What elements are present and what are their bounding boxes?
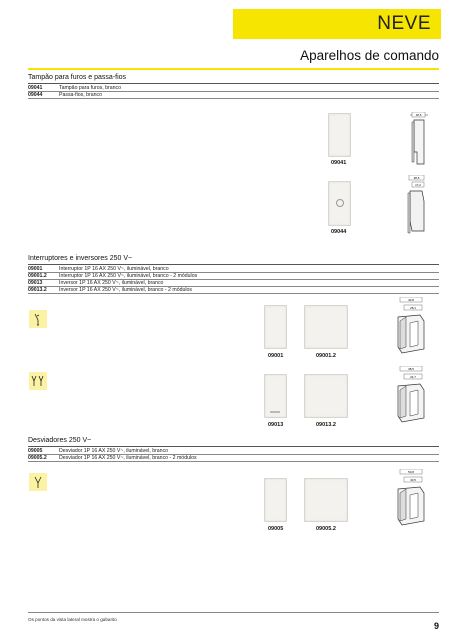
profile-drawing-09044 xyxy=(398,175,434,239)
two-way-switch-symbol-icon xyxy=(29,372,47,390)
product-image-09013-2 xyxy=(304,374,348,418)
table-row: 09041 Tampão para furos, branco xyxy=(28,85,121,91)
product-image-09013 xyxy=(264,374,287,418)
table-row: 09001.2 Interruptor 1P 16 AX 250 V~, iluminável, branco - 2 módulos xyxy=(28,273,198,279)
footer-rule xyxy=(28,612,439,613)
profile-drawing-09001 xyxy=(384,297,436,359)
product-code: 09044 xyxy=(331,229,347,235)
product-code: 09001 xyxy=(268,353,284,359)
product-code: 09013.2 xyxy=(316,422,336,428)
switch-symbol-icon xyxy=(29,310,47,328)
svg-text:24,7: 24,7 xyxy=(410,375,416,379)
product-code: 09013 xyxy=(268,422,284,428)
product-code: 09001.2 xyxy=(316,353,336,359)
diverter-symbol-icon xyxy=(29,473,47,491)
section-rule xyxy=(28,264,439,265)
profile-drawing-09013 xyxy=(384,366,436,428)
product-code: 09005 xyxy=(268,526,284,532)
product-image-09001-2 xyxy=(304,305,348,349)
table-row: 09013.2 Inversor 1P 16 AX 250 V~, iluminável, branco - 2 módulos xyxy=(28,287,192,293)
section-title-blanking: Tampão para furos e passa-fios xyxy=(28,74,127,81)
row-divider xyxy=(28,461,439,462)
page-subtitle: Aparelhos de comando xyxy=(300,48,439,63)
row-divider xyxy=(28,293,439,294)
brand-name: NEVE xyxy=(377,13,431,34)
table-row: 09005 Desviador 1P 16 AX 250 V~, iluminável, branco xyxy=(28,448,169,454)
footer-note: Os pontos da vista lateral mostra o gabarito xyxy=(28,617,117,622)
svg-text:38,5: 38,5 xyxy=(408,367,414,371)
row-divider xyxy=(28,98,439,99)
svg-text:18,5: 18,5 xyxy=(415,113,422,117)
table-row: 09013 Inversor 1P 16 AX 250 V~, iluminável, branco xyxy=(28,280,164,286)
svg-text:17,2: 17,2 xyxy=(415,183,421,187)
table-row: 09005.2 Desviador 1P 16 AX 250 V~, iluminável, branco - 2 módulos xyxy=(28,455,197,461)
svg-text:40,8: 40,8 xyxy=(408,298,414,302)
product-image-09005-2 xyxy=(304,478,348,522)
table-row: 09001 Interruptor 1P 16 AX 250 V~, iluminável, branco xyxy=(28,266,169,272)
brand-bar xyxy=(233,9,441,39)
header-rule xyxy=(28,68,439,70)
product-image-09001 xyxy=(264,305,287,349)
table-row: 09044 Passa-fios, branco xyxy=(28,92,102,98)
section-rule xyxy=(28,83,439,84)
section-rule xyxy=(28,446,439,447)
svg-text:40,5: 40,5 xyxy=(410,478,416,482)
svg-text:28,1: 28,1 xyxy=(410,306,416,310)
section-title-diverters: Desviadores 250 V~ xyxy=(28,437,92,444)
section-title-switches: Interruptores e inversores 250 V~ xyxy=(28,255,133,262)
page-number: 9 xyxy=(433,621,439,631)
product-code: 09005.2 xyxy=(316,526,336,532)
product-code: 09041 xyxy=(331,160,347,166)
product-image-09005 xyxy=(264,478,287,522)
svg-text:50,8: 50,8 xyxy=(408,470,414,474)
svg-text:38,5: 38,5 xyxy=(413,176,420,180)
profile-drawing-09041 xyxy=(400,112,434,172)
profile-drawing-09005 xyxy=(384,469,436,531)
product-image-09044 xyxy=(328,181,351,226)
product-image-09041 xyxy=(328,113,351,157)
